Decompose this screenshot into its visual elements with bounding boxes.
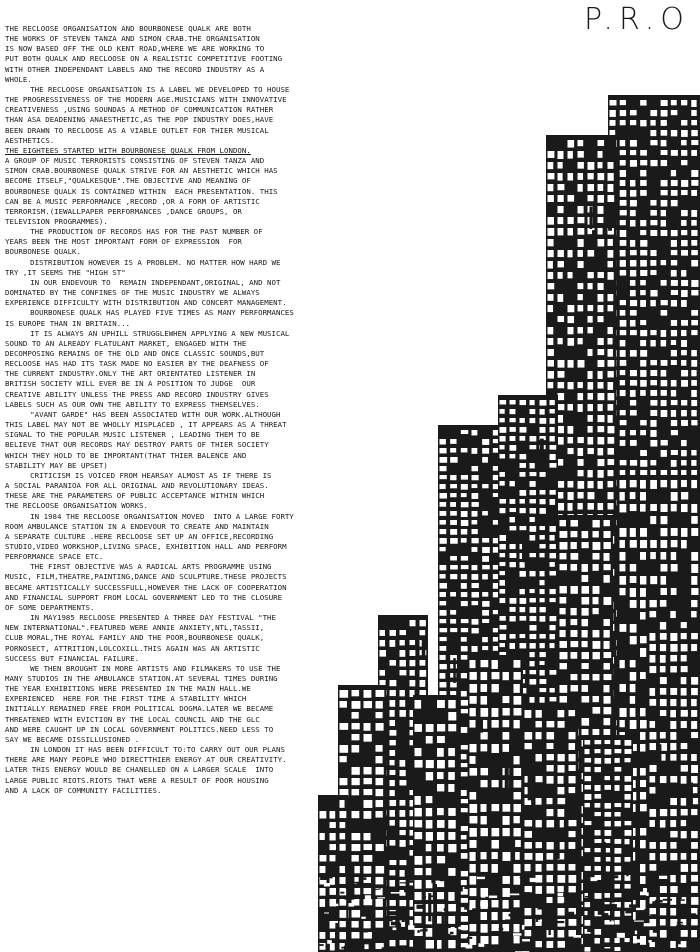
paragraph: A GROUP OF MUSIC TERRORISTS CONSISTING OF STEVEN TANZA AND SIMON CRAB.BOURBONESE QUALK STRIVE FOR AN AESTHETIC WHICH HAS BECOME ITSELF,"QUALKESQUE".THE OBJECTIVE AND MEANING OF BOURBONESE QUALK IS CONTAINED WITHIN EACH PRESENTATION. THIS CAN BE A MUSIC PERFORMANCE ,RECORD ,OR A FORM OF ARTISTIC TERRORISM.(IEWALLPAPER PERFORMANCES ,DANCE GROUPS, OR TELEVISION PROGRAMMES). (5, 156, 278, 226)
paragraph: IN MAY1985 RECLOOSE PRESENTED A THREE DAY FESTIVAL "THE NEW INTERNATIONAL".FEATURED WERE ANNIE ANXIETY,NTL,TASSII, CLUB MORAL,THE ROYAL FAMILY AND THE POOR,BOURBONESE QUALK, PORNOSECT, ATTRITION,LOLCOXILL.THIS AGAIN WAS AN ARTISTIC SUCCESS BUT FINANCIAL FAILURE. (5, 613, 276, 663)
paragraph: DISTRIBUTION HOWEVER IS A PROBLEM. NO MATTER HOW HARD WE TRY ,IT SEEMS THE "HIGH ST" (5, 257, 281, 277)
paragraph: THE RECLOOSE ORGANISATION AND BOURBONESE QUALK ARE BOTH THE WORKS OF STEVEN TANZA AND SIMON CRAB.THE ORGANISATION IS NOW BASED OFF THE OLD KENT ROAD,WHERE WE ARE WORKING TO PUT BOTH QUALK AND RECLOOSE ON A REALISTIC COMPETITIVE FOOTING WITH OTHER INDEPENDANT LABELS AND THE RECORD INDUSTRY AS A WHOLE. (5, 24, 283, 84)
paragraph: IN LONDON IT HAS BEEN DIFFICULT TO:TO CARRY OUT OUR PLANS THERE ARE MANY PEOPLE WHO DIRECTTHIER ENERGY AT OUR CREATIVITY. LATER THIS ENERGY WOULD BE CHANELLED ON A LARGER SCALE INTO LARGE PUBLIC RIOTS.RIOTS THAT WERE A RESULT OF POOR HOUSING AND A LACK OF COMMUNITY FACILITIES. (5, 745, 287, 795)
paragraph: IT IS ALWAYS AN UPHILL STRUGGLEWHEN APPLYING A NEW MUSICAL SOUND TO AN ALREADY FLATULANT MARKET, ENGAGED WITH THE DECOMPOSING REMAINS OF THE OLD AND ONCE CLASSIC SOUNDS,BUT RECLOOSE HAS HAD ITS TASK MADE NO EASIER BY THE DEAFNESS OF THE CURRENT INDUSTRY.ONLY THE ART ORIENTATED LISTENER IN BRITISH SOCIETY WILL EVER BE IN A POSITION TO JUDGE OUR CREATIVE ABILITY UNLESS THE PRESS AND RECORD INDUSTRY GIVES LABELS SUCH AS OUR OWN THE ABILITY TO EXPRESS THEMSELVES. (5, 328, 290, 409)
paragraph: WE THEN BROUGHT IN MORE ARTISTS AND FILMAKERS TO USE THE MANY STUDIOS IN THE AMBULANCE STATION.AT SEVERAL TIMES DURING THE YEAR EXHIBITIONS WERE PRESENTED IN THE MAIN HALL.WE EXPERIENCED HERE FOR THE FIRST TIME A STABILITY WHICH INITIALLY REMAINED FREE FROM POLITICAL DOGMA.LATER WE BECAME THREATENED WITH EVICTION BY THE LOCAL COUNCIL AND THE GLC AND WERE CAUGHT UP IN LOCAL GOVERNMENT POLITICS.NEED LESS TO SAY WE BECAME DISSILLUSIONED . (5, 663, 281, 744)
section-heading: THE EIGHTEES STARTED WITH BOURBONESE QUALK FROM LONDON. (5, 145, 251, 155)
paragraph: THE FIRST OBJECTIVE WAS A RADICAL ARTS PROGRAMME USING MUSIC, FILM,THEATRE,PAINTING,DANCE AND SCULPTURE.THESE PROJECTS BECAME ARTISTICALLY SUCCESSFULL,HOWEVER THE LACK OF COOPERATION AND FINANCIAL SUPPORT FROM LOCAL GOVERNMENT LED TO THE CLOSURE OF SOME DEPARTMENTS. (5, 562, 287, 612)
text-column (5, 24, 320, 796)
tower-blocks-illustration (318, 95, 700, 952)
paragraph: CRITICISM IS VOICED FROM HEARSAY ALMOST AS IF THERE IS A SOCIAL PARANIOA FOR ALL ORIGINAL AND REVOLUTIONARY IDEAS. THESE ARE THE PARAMETERS OF PUBLIC ACCEPTANCE WITHIN WHICH THE RECLOOSE ORGANISATION WORKS. (5, 470, 272, 511)
paragraph: IN OUR ENDEVOUR TO REMAIN INDEPENDANT,ORIGINAL, AND NOT DOMINATED BY THE CONFINES OF THE MUSIC INDUSTRY WE ALWAYS EXPERIENCE DIFFICULTY WITH DISTRIBUTION AND CONCERT MANAGEMENT. (5, 277, 287, 308)
paragraph: "AVANT GARDE" HAS BEEN ASSOCIATED WITH OUR WORK.ALTHOUGH THIS LABEL MAY NOT BE WHOLLY MISPLACED , IT APPEARS AS A THREAT SIGNAL TO THE POPULAR MUSIC LISTENER , LEADING THEM TO BE BELIEVE THAT OUR RECORDS MAY DESTROY PARTS OF THIER SOCIETY WHICH THEY HOLD TO BE IMPORTANT(THAT THIER BALENCE AND STABILITY MAY BE UPSET) (5, 409, 287, 470)
paragraph: THE RECLOOSE ORGANISATION IS A LABEL WE DEVELOPED TO HOUSE THE PROGRESSIVENESS OF THE MODERN AGE.MUSICIANS WITH INNOVATIVE CREATIVENESS ,USING SOUNDAS A METHOD OF COMMUNICATION RATHER THAN ASA DEADENING ANAESTHETIC,AS THE POP INDUSTRY DOES,HAVE BEEN DRAWN TO RECLOOSE AS A VIABLE OUTLET FOR THIER MUSICAL AESTHETICS. (5, 84, 290, 145)
city-collage-image (318, 95, 700, 952)
paragraph: THE PRODUCTION OF RECORDS HAS FOR THE PAST NUMBER OF YEARS BEEN THE MOST IMPORTANT FORM OF EXPRESSION FOR BOURBONESE QUALK. (5, 227, 263, 257)
paragraph: IN 1984 THE RECLOOSE ORGANISATION MOVED INTO A LARGE FORTY ROOM AMBULANCE STATION IN A ENDEVOUR TO CREATE AND MAINTAIN A SEPARATE CULTURE .HERE RECLOOSE SET UP AN OFFICE,RECORDING STUDIO,VIDEO WORKSHOP,LIVING SPACE, EXHIBITION HALL AND PERFORM PERFORMANCE SPACE ETC. (5, 511, 294, 562)
page-heading: P.R.O (584, 2, 690, 37)
paragraph: BOURBONESE QUALK HAS PLAYED FIVE TIMES AS MANY PERFORMANCES IS EUROPE THAN IN BRITAIN... (5, 308, 294, 328)
